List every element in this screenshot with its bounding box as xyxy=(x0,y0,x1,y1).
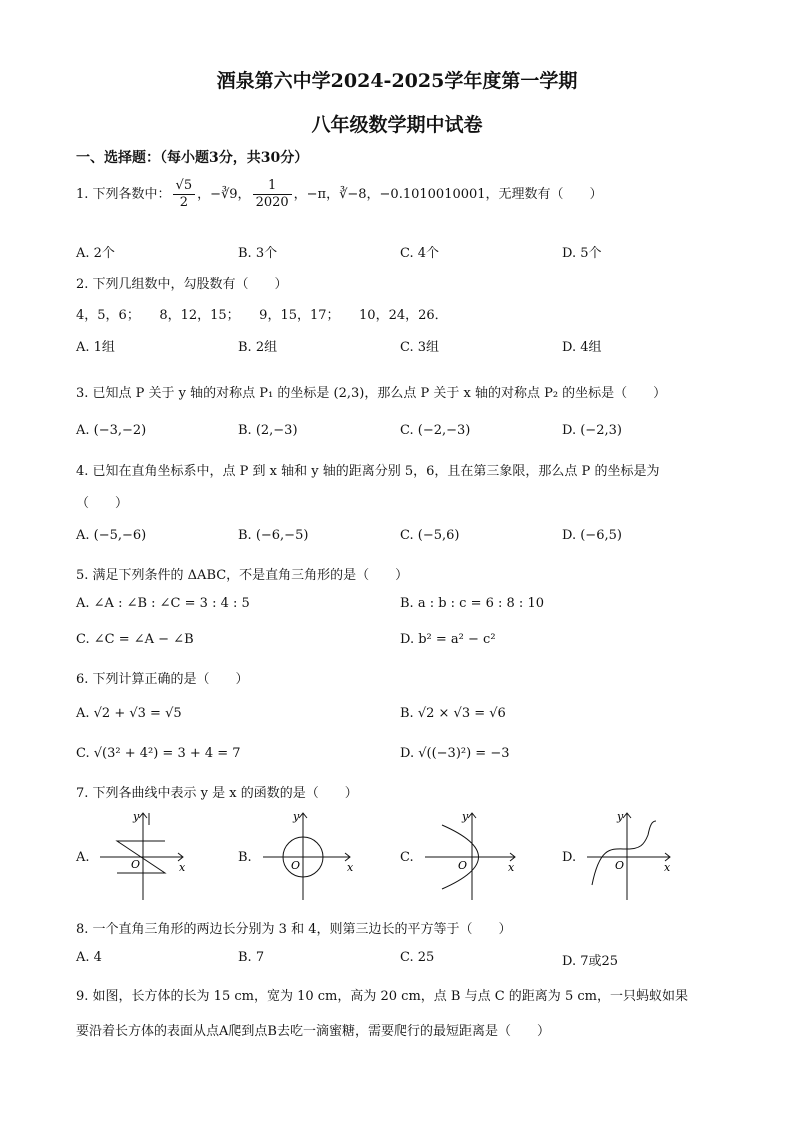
section-heading: 一、选择题：（每小题3分，共30分） xyxy=(76,150,309,166)
question-7-stem: 7. 下列各曲线中表示 y 是 x 的函数的是（ ） xyxy=(76,786,358,801)
exam-title-line1: 酒泉第六中学2024-2025学年度第一学期 xyxy=(216,70,578,92)
question-1-number2: ，−∛9， xyxy=(197,187,251,202)
q5-option-c: C. ∠C = ∠A − ∠B xyxy=(76,632,194,647)
question-6-stem: 6. 下列计算正确的是（ ） xyxy=(76,672,249,687)
q8-option-d: D. 7或25 xyxy=(562,954,619,969)
question-2-stem: 2. 下列几组数中，勾股数有（ ） xyxy=(76,277,288,292)
q7-label-a: A. xyxy=(76,850,90,865)
exam-title-line2: 八年级数学期中试卷 xyxy=(311,114,483,136)
svg-text:O: O xyxy=(131,858,141,871)
q8-option-c: C. 25 xyxy=(400,950,435,965)
question-5-stem: 5. 满足下列条件的 ΔABC，不是直角三角形的是（ ） xyxy=(76,568,409,583)
fraction-sqrt5-over-2: $\frac{√5}{2}$ xyxy=(173,178,196,211)
svg-text:y: y xyxy=(293,810,300,823)
fraction-1-over-2020: $\frac{1}{2020}$ xyxy=(253,178,292,211)
question-1-prefix: 1. 下列各数中： xyxy=(76,187,171,202)
q2-option-d: D. 4组 xyxy=(562,340,602,355)
graph-a-icon xyxy=(95,805,195,905)
q3-option-d: D. (−2,3) xyxy=(562,423,622,438)
q4-option-c: C. (−5,6) xyxy=(400,528,460,543)
question-4-stem: 4. 已知在直角坐标系中，点 P 到 x 轴和 y 轴的距离分别 5，6，且在第三象限，那么点 P 的坐标是为 xyxy=(76,464,660,479)
question-8-stem: 8. 一个直角三角形的两边长分别为 3 和 4，则第三边长的平方等于（ ） xyxy=(76,922,512,937)
q5-option-d: D. b² = a² − c² xyxy=(400,632,496,647)
graph-c-icon xyxy=(420,805,520,905)
q1-option-b: B. 3个 xyxy=(238,246,278,261)
question-2-groups: 4，5，6； 8，12，15； 9，15，17； 10，24，26． xyxy=(76,308,448,323)
q3-option-b: B. (2,−3) xyxy=(238,423,298,438)
svg-text:x: x xyxy=(179,861,186,874)
q1-option-c: C. 4个 xyxy=(400,246,440,261)
q4-option-d: D. (−6,5) xyxy=(562,528,622,543)
svg-text:y: y xyxy=(133,810,140,823)
svg-text:O: O xyxy=(291,859,301,872)
svg-text:x: x xyxy=(347,861,354,874)
q8-option-a: A. 4 xyxy=(76,950,102,965)
question-4-stem-cont: （ ） xyxy=(76,496,129,511)
graph-b-icon xyxy=(258,805,358,905)
question-1-stem xyxy=(76,178,603,211)
q6-option-d: D. √((−3)²) = −3 xyxy=(400,746,510,761)
q6-option-c: C. √(3² + 4²) = 3 + 4 = 7 xyxy=(76,746,241,761)
graph-d-icon xyxy=(582,805,682,905)
q2-option-c: C. 3组 xyxy=(400,340,440,355)
svg-text:O: O xyxy=(458,859,468,872)
q7-label-b: B. xyxy=(238,850,252,865)
question-3-stem: 3. 已知点 P 关于 y 轴的对称点 P₁ 的坐标是 (2,3)，那么点 P 关于 x 轴的对称点 P₂ 的坐标是（ ） xyxy=(76,386,667,401)
q4-option-a: A. (−5,−6) xyxy=(76,528,147,543)
q4-option-b: B. (−6,−5) xyxy=(238,528,309,543)
q8-option-b: B. 7 xyxy=(238,950,265,965)
question-9-line2: 要沿着长方体的表面从点A爬到点B去吃一滴蜜糖，需要爬行的最短距离是（ ） xyxy=(76,1024,550,1039)
q2-option-b: B. 2组 xyxy=(238,340,278,355)
svg-text:y: y xyxy=(462,810,469,823)
q2-option-a: A. 1组 xyxy=(76,340,115,355)
q5-option-b: B. a : b : c = 6 : 8 : 10 xyxy=(400,596,544,611)
q7-label-c: C. xyxy=(400,850,414,865)
svg-text:O: O xyxy=(615,859,625,872)
q6-option-b: B. √2 × √3 = √6 xyxy=(400,706,506,721)
q7-label-d: D. xyxy=(562,850,577,865)
svg-text:y: y xyxy=(617,810,624,823)
q3-option-a: A. (−3,−2) xyxy=(76,423,147,438)
q1-option-a: A. 2个 xyxy=(76,246,115,261)
q3-option-c: C. (−2,−3) xyxy=(400,423,471,438)
svg-text:x: x xyxy=(664,861,671,874)
q1-option-d: D. 5个 xyxy=(562,246,602,261)
q6-option-a: A. √2 + √3 = √5 xyxy=(76,706,182,721)
svg-text:x: x xyxy=(508,861,515,874)
q5-option-a: A. ∠A : ∠B : ∠C = 3 : 4 : 5 xyxy=(76,596,250,611)
question-9-line1: 9. 如图，长方体的长为 15 cm，宽为 10 cm，高为 20 cm，点 B 与点 C 的距离为 5 cm，一只蚂蚁如果 xyxy=(76,989,688,1004)
question-1-rest: ，−π，∛−8，−0.1010010001，无理数有（ ） xyxy=(293,187,603,202)
